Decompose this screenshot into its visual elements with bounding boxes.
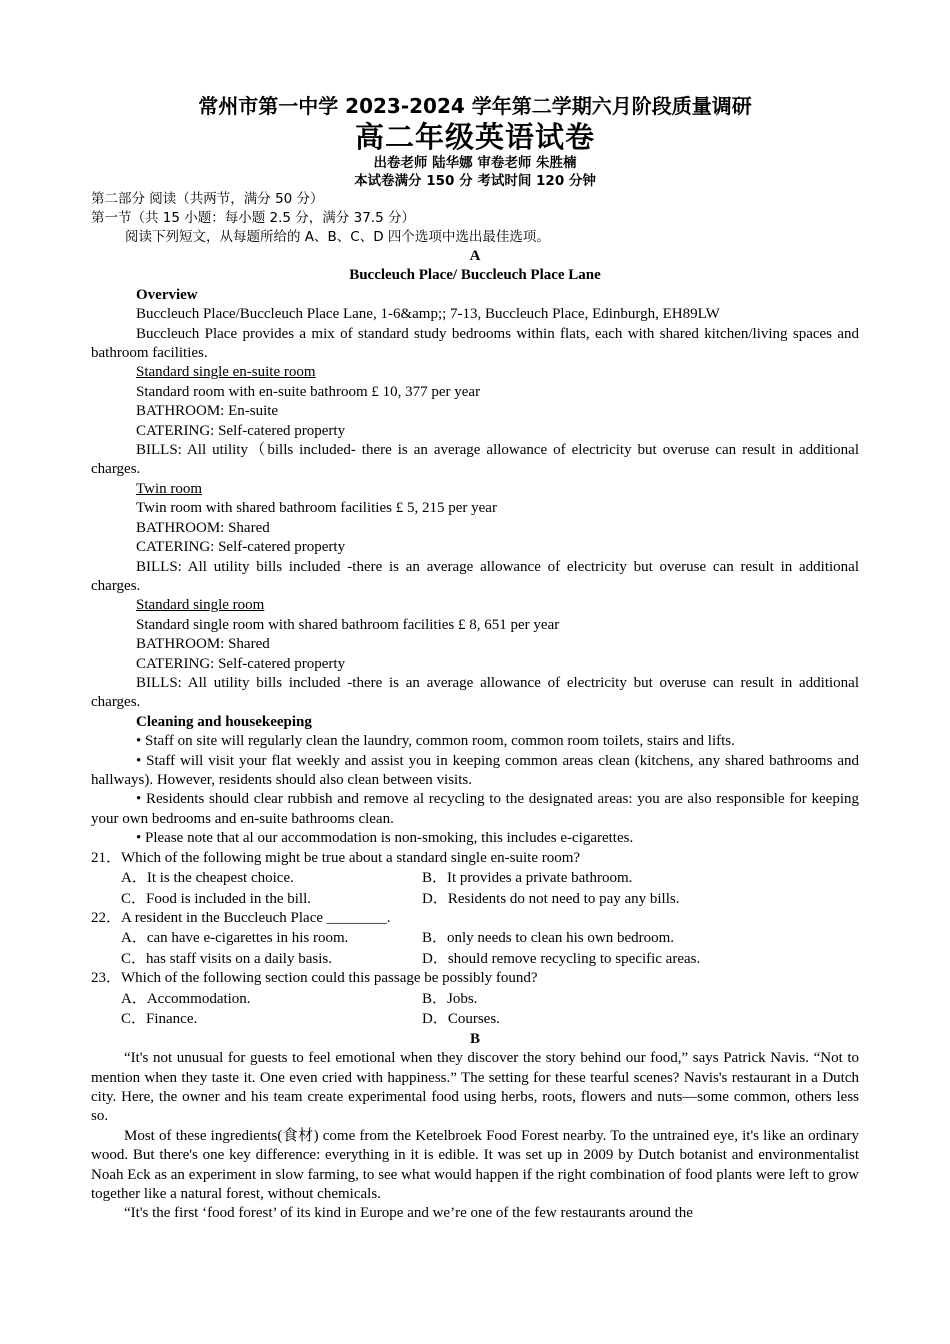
option-d[interactable]: D．should remove recycling to specific areas.	[422, 950, 701, 967]
passage-b-paragraph: “It's not unusual for guests to feel emotional when they discover the story behind our food,” says Patrick Navis. “Not to mention when they taste it. One even cried with happiness.” The setting for these tearful scenes? Navis's restaurant in a Dutch city. Here, the owner and his team create experimental food using herbs, roots, flowers and nuts—some common, others less so.	[91, 1050, 859, 1125]
address: Buccleuch Place/Buccleuch Place Lane, 1-6&amp;; 7-13, Buccleuch Place, Edinburgh, EH89LW	[136, 306, 720, 323]
option-b[interactable]: B．It provides a private bathroom.	[422, 870, 633, 886]
option-d[interactable]: D．Residents do not need to pay any bills.	[422, 890, 680, 907]
room-desc: Standard single room with shared bathroom facilities £ 8, 651 per year	[136, 616, 560, 633]
room-bathroom: BATHROOM: Shared	[136, 636, 270, 653]
room-catering: CATERING: Self-catered property	[136, 655, 346, 672]
passage-b-paragraph: Most of these ingredients(食材) come from the Ketelbroek Food Forest nearby. To the untrained eye, it's like an ordinary wood. But there's one key difference: everything in it is edible. It was set up in 2009 by Dutch botanist and environmentalist Noah Eck as an experiment in slow farming, to see what would happen if the right combination of food plants were left to grow together like a natural forest, without chemicals.	[91, 1127, 859, 1203]
passage-b-paragraph: “It's the first ‘food forest’ of its kind in Europe and we’re one of the few restaurants around the	[124, 1205, 693, 1222]
cleaning-item: • Please note that al our accommodation is non-smoking, this includes e-cigarettes.	[136, 830, 634, 847]
cleaning-item: • Residents should clear rubbish and remove al recycling to the designated areas: you are also responsible for keeping your own bedrooms and en-suite bathrooms clean.	[91, 791, 859, 827]
exam-title: 高二年级英语试卷	[354, 120, 595, 154]
room-bathroom: BATHROOM: En-suite	[136, 403, 279, 420]
room-catering: CATERING: Self-catered property	[136, 422, 346, 439]
room-desc: Twin room with shared bathroom facilities £ 5, 215 per year	[136, 500, 497, 517]
question-stem: 21．Which of the following might be true about a standard single en-suite room?	[91, 849, 581, 866]
option-b[interactable]: B．Jobs.	[422, 990, 478, 1007]
exam-page	[91, 92, 859, 1224]
section-instruction: 阅读下列短文，从每题所给的 A、B、C、D 四个选项中选出最佳选项。	[125, 229, 550, 245]
passage-a-title: Buccleuch Place/ Buccleuch Place Lane	[349, 267, 601, 284]
room-catering: CATERING: Self-catered property	[136, 539, 346, 556]
room-section	[91, 363, 859, 479]
room-bills: BILLS: All utility bills included -there is an average allowance of electricity but overuse can result in additional charges.	[91, 558, 859, 594]
cleaning-item: • Staff will visit your flat weekly and assist you in keeping common areas clean (kitchens, any shared bathrooms and hallways). However, residents should also clean between visits.	[91, 752, 859, 788]
room-bills: BILLS: All utility bills included -there is an average allowance of electricity but overuse can result in additional charges.	[91, 674, 859, 711]
overview-heading: Overview	[136, 286, 198, 303]
option-b[interactable]: B．only needs to clean his own bedroom.	[422, 930, 675, 947]
question-22	[91, 909, 859, 969]
question-21	[91, 849, 859, 909]
room-desc: Standard room with en-suite bathroom £ 10, 377 per year	[136, 383, 481, 400]
option-a[interactable]: A．Accommodation.	[121, 990, 251, 1007]
question-23	[91, 969, 859, 1029]
option-a[interactable]: A．It is the cheapest choice.	[121, 870, 294, 886]
question-stem: 22．A resident in the Buccleuch Place ________.	[91, 910, 391, 926]
cleaning-item: • Staff on site will regularly clean the laundry, common room, common room toilets, stairs and lifts.	[136, 733, 735, 750]
room-section	[91, 480, 859, 596]
option-c[interactable]: C．Finance.	[121, 1011, 198, 1028]
room-bills: BILLS: All utility（bills included- there is an average allowance of electricity but overuse can result in additional charges.	[91, 442, 859, 478]
passage-b-label: B	[469, 1030, 480, 1047]
option-c[interactable]: C．has staff visits on a daily basis.	[121, 950, 332, 967]
room-name: Twin room	[136, 480, 203, 497]
option-a[interactable]: A．can have e-cigarettes in his room.	[121, 930, 349, 947]
room-name: Standard single room	[136, 597, 265, 614]
passage-a-label: A	[469, 248, 481, 264]
intro-paragraph: Buccleuch Place provides a mix of standard study bedrooms within flats, each with shared kitchen/living spaces and bathroom facilities.	[91, 325, 859, 362]
option-d[interactable]: D．Courses.	[422, 1011, 500, 1028]
room-section	[91, 596, 859, 712]
school-title: 常州市第一中学 2023-2024 学年第二学期六月阶段质量调研	[198, 94, 752, 118]
teachers-line: 出卷老师 陆华娜 审卷老师 朱胜楠	[373, 155, 577, 171]
cleaning-heading: Cleaning and housekeeping	[136, 713, 312, 730]
room-name: Standard single en-suite room	[136, 364, 316, 381]
room-bathroom: BATHROOM: Shared	[136, 519, 270, 536]
exam-info: 本试卷满分 150 分 考试时间 120 分钟	[354, 173, 596, 189]
question-stem: 23．Which of the following section could this passage be possibly found?	[91, 970, 538, 987]
section-subsection: 第一节（共 15 小题：每小题 2.5 分，满分 37.5 分）	[91, 210, 415, 226]
option-c[interactable]: C．Food is included in the bill.	[121, 890, 311, 907]
section-part: 第二部分 阅读（共两节，满分 50 分）	[91, 191, 324, 207]
